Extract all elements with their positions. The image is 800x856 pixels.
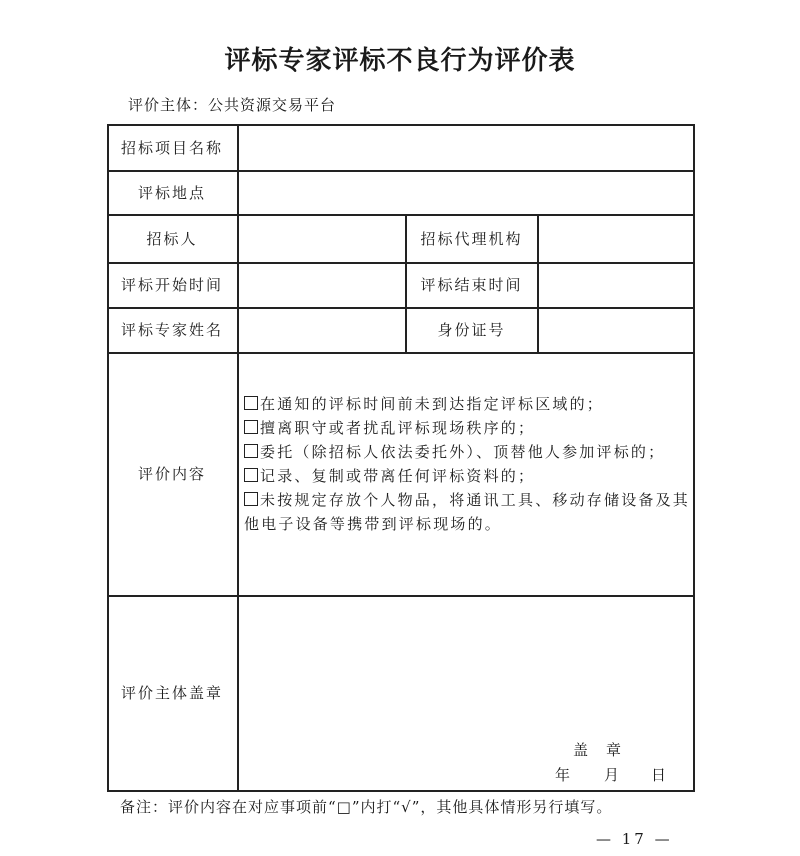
end-time-field[interactable] [538, 262, 693, 307]
checkbox[interactable] [244, 444, 258, 458]
checkbox[interactable] [244, 468, 258, 482]
date-month: 月 [604, 766, 620, 784]
location-field[interactable] [238, 170, 693, 214]
label-end-time: 评标结束时间 [420, 276, 523, 294]
evaluation-content-list [244, 392, 690, 536]
expert-name-field[interactable] [238, 307, 405, 352]
date-day: 日 [651, 766, 667, 784]
label-id-number: 身份证号 [437, 321, 506, 339]
label-agency: 招标代理机构 [420, 229, 523, 248]
tenderer-field[interactable] [238, 214, 405, 262]
evaluation-subject: 评价主体：公共资源交易平台 [128, 96, 337, 114]
agency-field[interactable] [538, 214, 693, 262]
label-seal: 评价主体盖章 [120, 684, 223, 702]
label-tenderer: 招标人 [146, 229, 198, 248]
checkbox[interactable] [244, 420, 258, 434]
form-title: 评标专家评标不良行为评价表 [224, 46, 576, 76]
content-item: 擅离职守或者扰乱评标现场秩序的； [244, 416, 690, 440]
label-content: 评价内容 [137, 465, 206, 483]
remark-note: 备注：评价内容在对应事项前“□”内打“√”，其他具体情形另行填写。 [120, 798, 613, 816]
checkbox[interactable] [244, 396, 258, 410]
label-expert-name: 评标专家姓名 [120, 321, 223, 339]
date-year: 年 [555, 766, 571, 784]
seal-text: 盖章 [573, 741, 640, 759]
start-time-field[interactable] [238, 262, 405, 307]
label-start-time: 评标开始时间 [120, 276, 223, 294]
content-item: 委托（除招标人依法委托外）、顶替他人参加评标的； [244, 440, 690, 464]
checkbox[interactable] [244, 492, 258, 506]
seal-area[interactable] [238, 595, 693, 790]
label-location: 评标地点 [137, 183, 206, 202]
content-item: 在通知的评标时间前未到达指定评标区域的； [244, 392, 690, 416]
content-item: 未按规定存放个人物品，将通讯工具、移动存储设备及其他电子设备等携带到评标现场的。 [244, 491, 691, 533]
project-name-field[interactable] [238, 124, 693, 170]
content-item: 记录、复制或带离任何评标资料的； [244, 464, 690, 488]
label-project-name: 招标项目名称 [120, 138, 223, 157]
page-number: — 17 — [596, 830, 673, 848]
id-number-field[interactable] [538, 307, 693, 352]
